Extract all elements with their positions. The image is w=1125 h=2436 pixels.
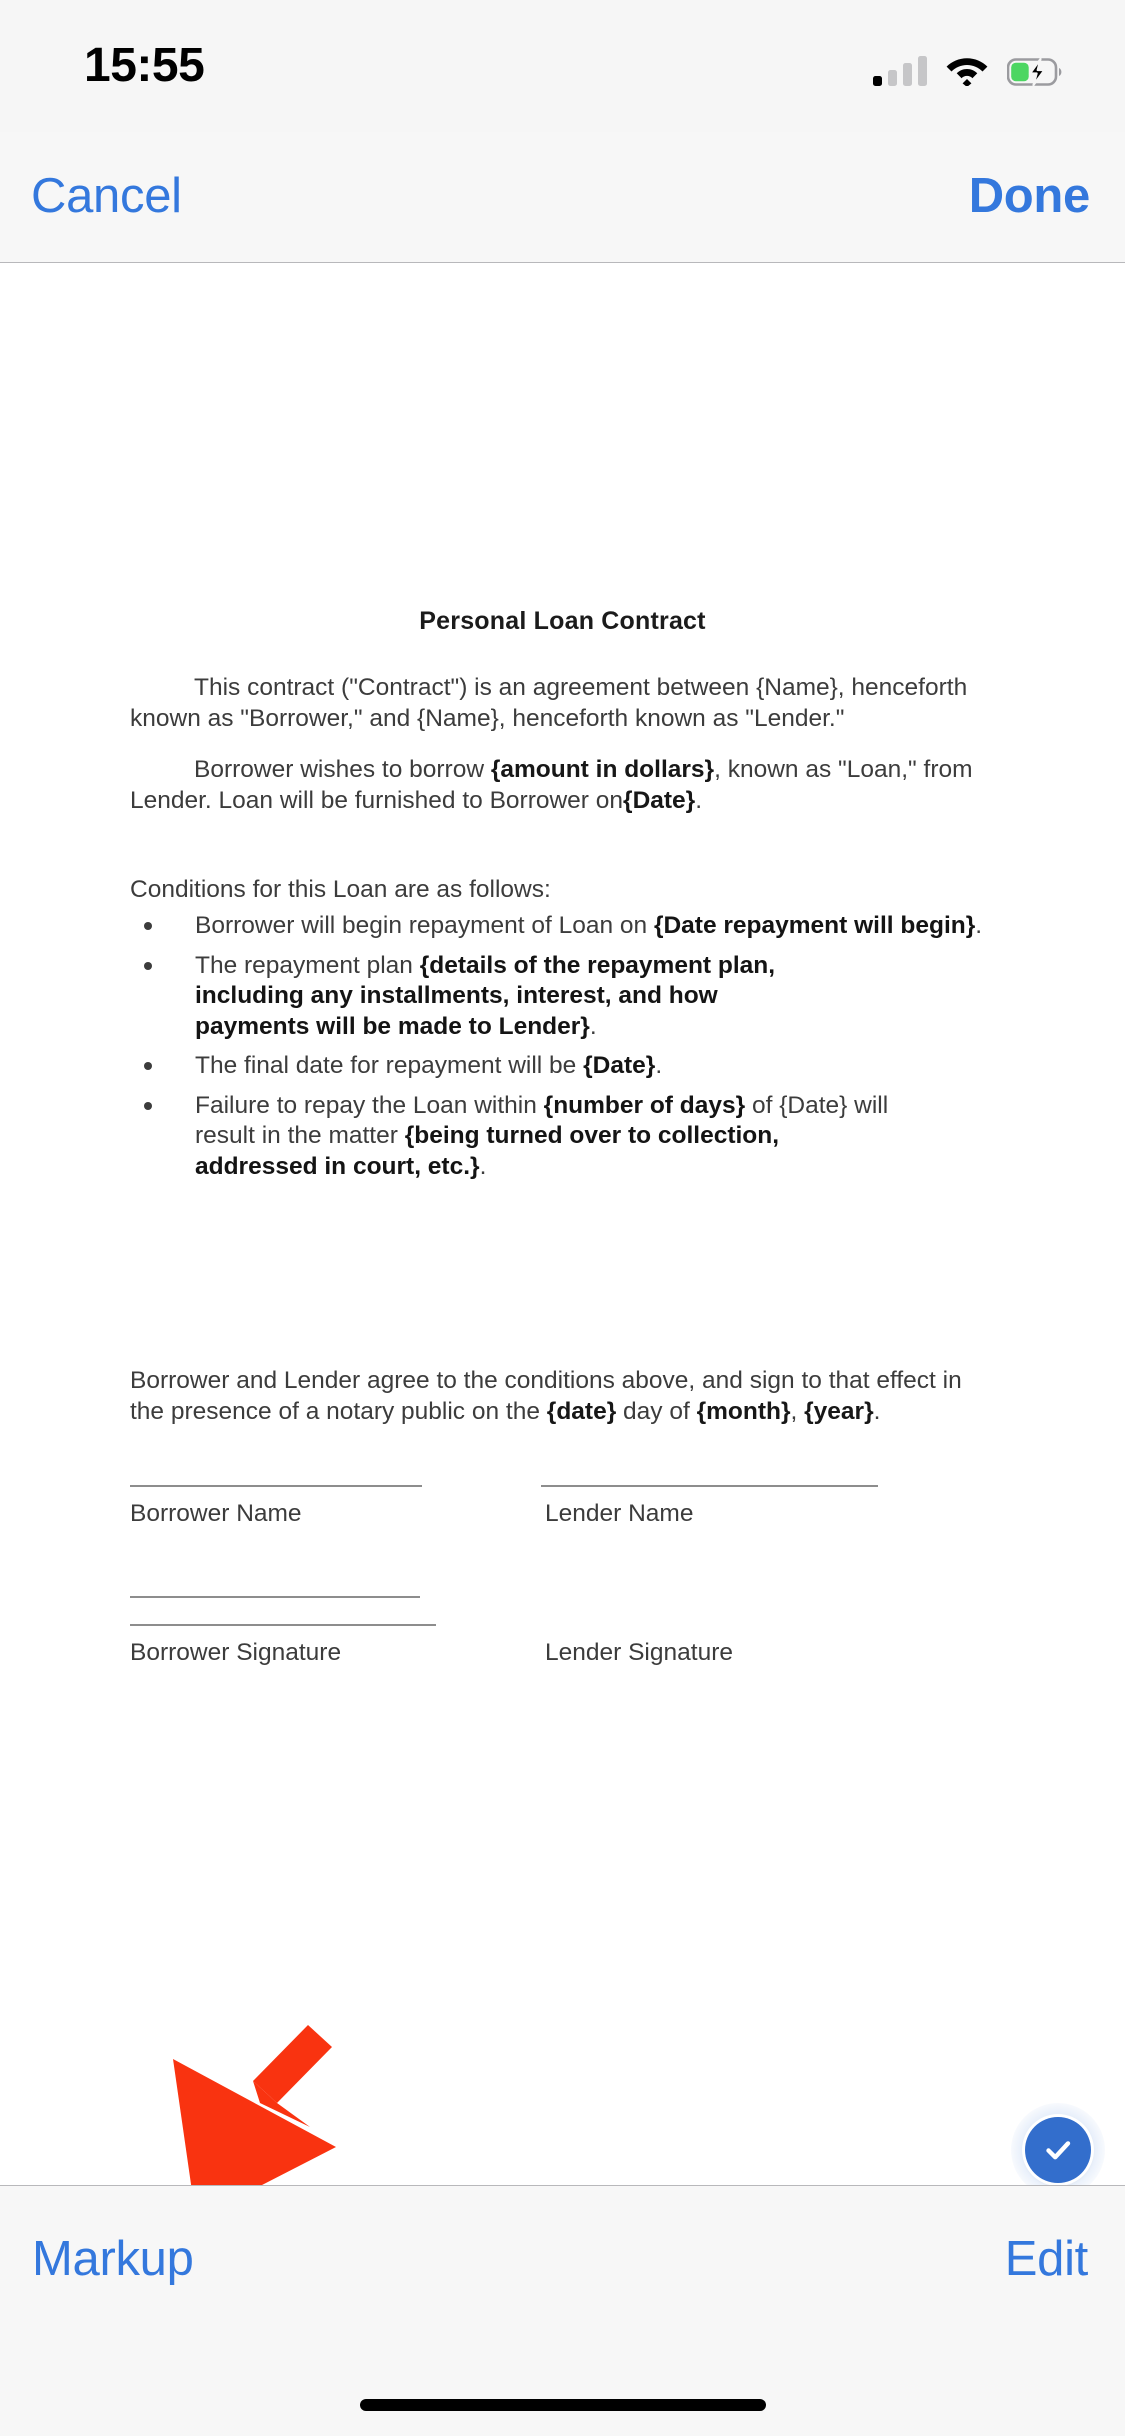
- body-text: Borrower and Lender agree to the conditions above, and sign to that effect in the presence of a notary public on the: [130, 1367, 962, 1425]
- body-text: , known as "Loan," from Lender. Loan will be furnished to Borrower on: [130, 756, 973, 814]
- bullet-dot-icon: [144, 1062, 152, 1070]
- body-text: .: [975, 912, 983, 939]
- list-item: [130, 1051, 995, 1082]
- check-icon: [1038, 2130, 1078, 2170]
- placeholder-text: {Date repayment will begin}: [653, 912, 976, 939]
- body-text: of {Date} will result in the matter: [195, 1091, 889, 1149]
- nav-bar: [0, 132, 1125, 263]
- body-text: Failure to repay the Loan within: [195, 1091, 544, 1119]
- list-item: [130, 951, 830, 1043]
- list-item-text: [195, 912, 982, 939]
- body-text: The final date for repayment will be: [195, 1052, 584, 1079]
- borrower-name-label: Borrower Name: [130, 1500, 302, 1527]
- status-bar: [0, 0, 1125, 132]
- list-item-text: [195, 952, 775, 1040]
- body-text: .: [589, 1012, 597, 1040]
- body-text: .: [655, 1052, 663, 1079]
- bullet-dot-icon: [144, 922, 152, 930]
- placeholder-text: {details of the repayment plan, including any installments, interest, and how payments will be made to Lender}: [195, 951, 776, 1040]
- borrower-signature-line-lower: [130, 1624, 436, 1626]
- body-text: Borrower will begin repayment of Loan on: [195, 912, 654, 939]
- lender-signature-label: Lender Signature: [545, 1639, 733, 1666]
- body-text: This contract ("Contract") is an agreement between {Name}, henceforth known as "Borrower," and {Name}, henceforth known as "Lender.": [130, 674, 968, 732]
- bullet-dot-icon: [144, 1102, 152, 1110]
- paragraph-borrow: [130, 755, 990, 816]
- list-item-text: [195, 1092, 888, 1180]
- status-bar-indicators: [873, 46, 1063, 86]
- markup-button[interactable]: Markup: [32, 2232, 194, 2286]
- list-item: [130, 911, 995, 942]
- borrower-name-line: [130, 1485, 422, 1487]
- bullet-dot-icon: [144, 962, 152, 970]
- conditions-heading: Conditions for this Loan are as follows:: [130, 876, 551, 903]
- checkmark-circle-icon[interactable]: [1011, 2103, 1105, 2185]
- body-text: day of: [616, 1397, 697, 1425]
- borrower-signature-line-upper: [130, 1596, 420, 1598]
- placeholder-text: {Date}: [623, 786, 696, 814]
- wifi-icon: [946, 55, 988, 86]
- placeholder-text: {date}: [546, 1397, 617, 1425]
- body-text: .: [479, 1152, 487, 1180]
- done-button[interactable]: Done: [968, 169, 1090, 223]
- edit-button[interactable]: Edit: [1004, 2232, 1088, 2286]
- checkmark-circle-fill: [1025, 2117, 1091, 2183]
- placeholder-text: {amount in dollars}: [490, 756, 715, 783]
- battery-charging-icon: [1007, 58, 1063, 86]
- cellular-signal-icon: [873, 56, 927, 86]
- lender-name-line: [541, 1485, 878, 1487]
- bottom-toolbar: [0, 2185, 1125, 2436]
- document-preview-page[interactable]: [0, 263, 1125, 2185]
- list-item: [130, 1091, 905, 1183]
- list-item-text: [195, 1052, 662, 1079]
- lender-name-label: Lender Name: [545, 1500, 694, 1527]
- status-bar-clock: 15:55: [84, 39, 205, 92]
- placeholder-text: {Date}: [583, 1052, 656, 1079]
- body-text: ,: [790, 1397, 805, 1425]
- body-text: .: [695, 786, 703, 814]
- paragraph-agreement: [130, 1366, 985, 1427]
- document-title: Personal Loan Contract: [419, 607, 706, 635]
- placeholder-text: {year}: [804, 1397, 874, 1425]
- placeholder-text: {number of days}: [543, 1091, 746, 1119]
- cancel-button[interactable]: Cancel: [31, 169, 182, 223]
- conditions-bullet-list: [130, 911, 995, 1182]
- body-text: .: [873, 1397, 881, 1425]
- body-text: Borrower wishes to borrow: [194, 756, 491, 783]
- borrower-signature-label: Borrower Signature: [130, 1639, 342, 1666]
- paragraph-intro: [130, 673, 990, 734]
- placeholder-text: {being turned over to collection, addressed in court, etc.}: [195, 1122, 780, 1180]
- placeholder-text: {month}: [696, 1397, 791, 1425]
- home-indicator[interactable]: [360, 2399, 766, 2411]
- body-text: The repayment plan: [195, 951, 420, 979]
